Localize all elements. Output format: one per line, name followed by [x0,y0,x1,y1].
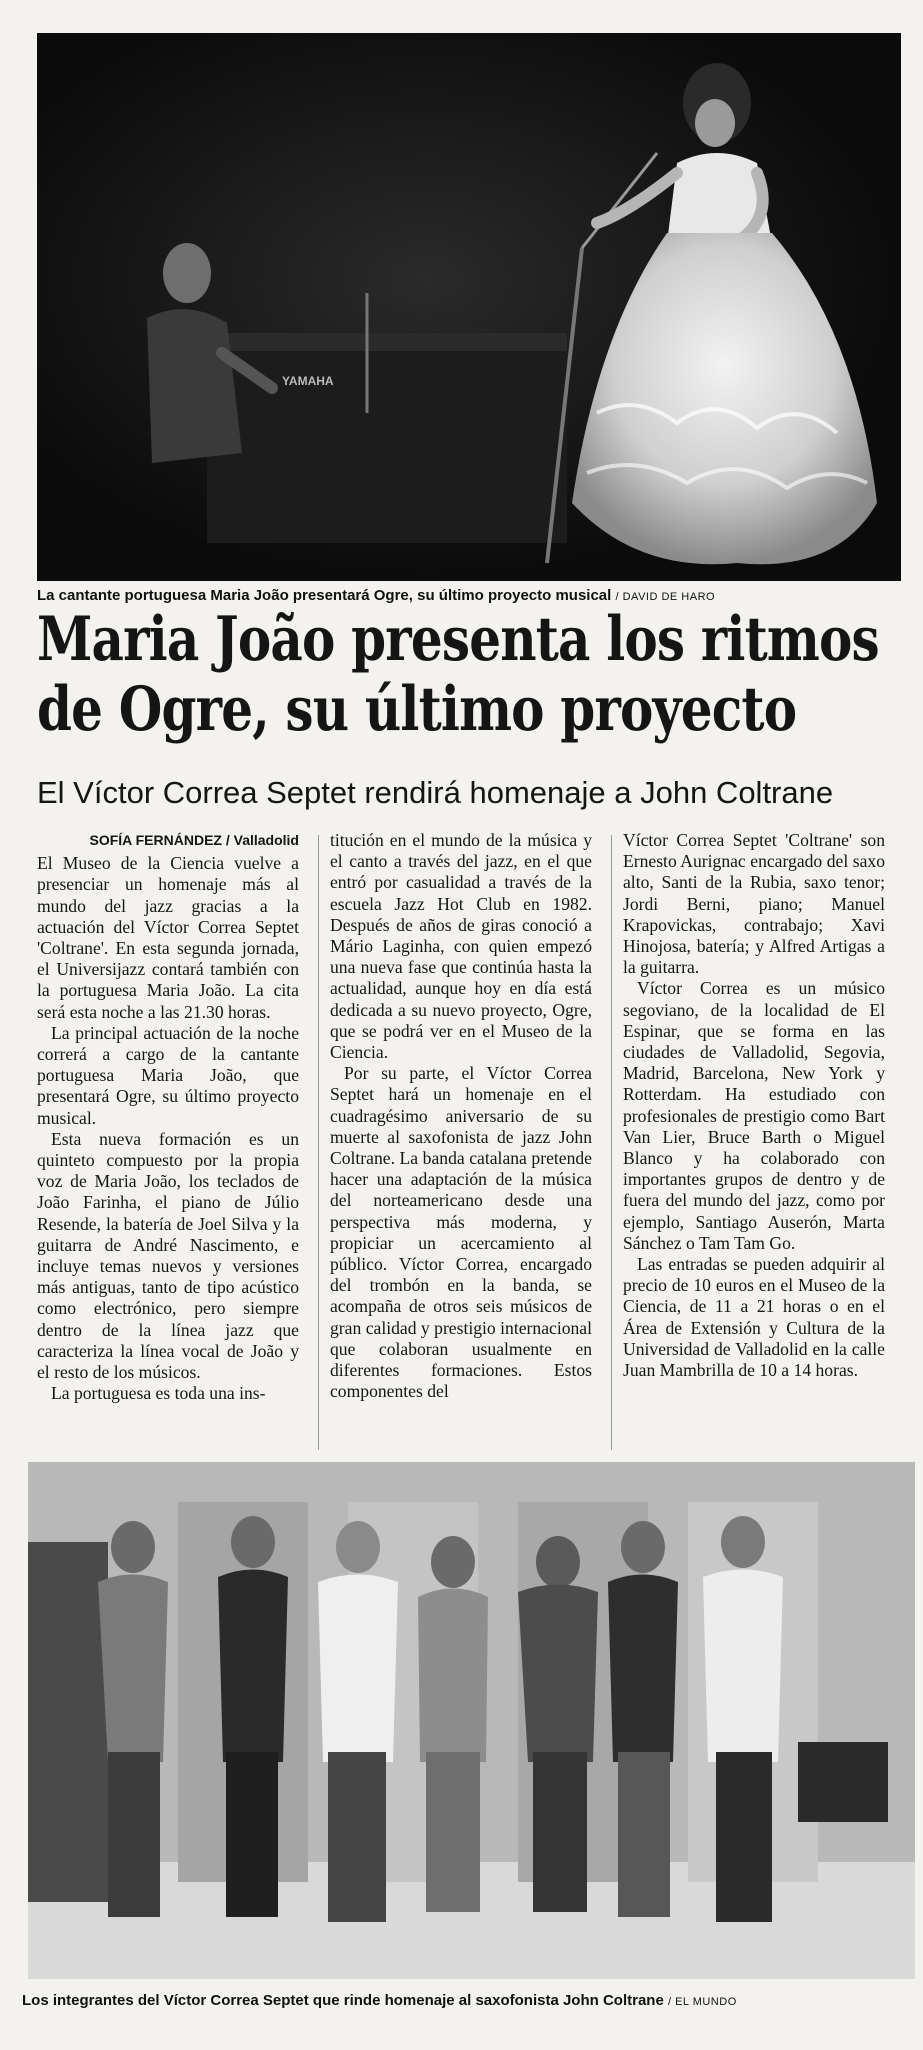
subheadline: El Víctor Correa Septet rendirá homenaje a John Coltrane [37,775,834,810]
paragraph: Esta nueva formación es un quinteto compuesto por la propia voz de Maria João, los teclados de João Farinha, el piano de Júlio Resende, la batería de Joel Silva y la guitarra de André Nascimento, e incluye temas nuevos y versiones más antiguas, tanto de tipo acústico como electrónico, pero siempre dentro de la línea jazz que caracteriza la línea vocal de João y el resto de los músicos. [37,1128,299,1383]
concert-caption-text: La cantante portuguesa Maria João presentará Ogre, su último proyecto musical [37,587,612,604]
paragraph: titución en el mundo de la música y el canto a través del jazz, en el que entró por casualidad a través de la escuela Jazz Hot Club en 1982. Después de años de giras conoció a Mário Laginha, con quien empezó una nueva fase que continúa hasta la actualidad, aunque hoy en día está dedicada a su nuevo proyecto, Ogre, que se podrá ver en el Museo de la Ciencia. [330,830,592,1063]
concert-photo [37,33,901,581]
paragraph: El Museo de la Ciencia vuelve a presenciar un homenaje más al mundo del jazz gracias a la actuación del Víctor Correa Septet 'Coltrane'. En esta segunda jornada, el Universijazz contará también con la portuguesa Maria João. La cita será esta noche a las 21.30 horas. [37,853,299,1022]
article-column-2 [330,830,592,1402]
article-column-1 [37,830,299,1404]
band-photo-credit: / EL MUNDO [667,1996,737,2008]
headline: Maria João presenta los ritmos de Ogre, su último proyecto [37,604,879,745]
band-photo-caption [22,1992,737,2009]
paragraph: La principal actuación de la noche correrá a cargo de la cantante portuguesa Maria João, que presentará Ogre, su último proyecto musical. [37,1022,299,1128]
band-caption-text: Los integrantes del Víctor Correa Septet que rinde homenaje al saxofonista John Coltrane [22,1992,664,2009]
concert-photo-illustration [37,33,901,581]
article-column-3 [623,830,885,1381]
piano-brand-label: YAMAHA [282,374,334,388]
paragraph: Las entradas se pueden adquirir al precio de 10 euros en el Museo de la Ciencia, de 11 a 21 horas o en el Área de Extensión y Cultura de la Universidad de Valladolid en la calle Juan Mambrilla de 10 a 14 horas. [623,1254,885,1381]
concert-photo-caption [37,587,715,604]
band-photo-illustration [28,1462,915,1979]
concert-photo-credit: / DAVID DE HARO [615,591,716,603]
paragraph: Por su parte, el Víctor Correa Septet hará un homenaje en el cuadragésimo aniversario de su muerte al saxofonista de jazz John Coltrane. La banda catalana pretende hacer una adaptación de la música del norteamericano desde una perspectiva más moderna, y propiciar un acercamiento al público. Víctor Correa, encargado del trombón en la banda, se acompaña de otros seis músicos de gran calidad y prestigio internacional que colaboran usualmente en diferentes formaciones. Estos componentes del [330,1063,592,1402]
band-photo [28,1462,915,1979]
paragraph: Víctor Correa Septet 'Coltrane' son Ernesto Aurignac encargado del saxo alto, Santi de la Rubia, saxo tenor; Jordi Berni, piano; Manuel Krapovickas, contrabajo; Xavi Hinojosa, batería; y Alfred Artigas a la guitarra. [623,830,885,978]
paragraph: La portuguesa es toda una ins- [51,1383,266,1404]
paragraph: Víctor Correa es un músico segoviano, de la localidad de El Espinar, que se forma en las ciudades de Valladolid, Segovia, Madrid, Barcelona, New York y Rotterdam. Ha estudiado con profesionales de prestigio como Bart Van Lier, Bruce Barth o Miguel Blanco y ha colaborado con importantes grupos de dentro y de fuera del mundo del jazz, como por ejemplo, Santiago Auserón, Marta Sánchez o Tam Tam Go. [623,978,885,1253]
column-divider [318,835,319,1450]
byline: SOFÍA FERNÁNDEZ / Valladolid [89,832,299,848]
column-divider [611,835,612,1450]
